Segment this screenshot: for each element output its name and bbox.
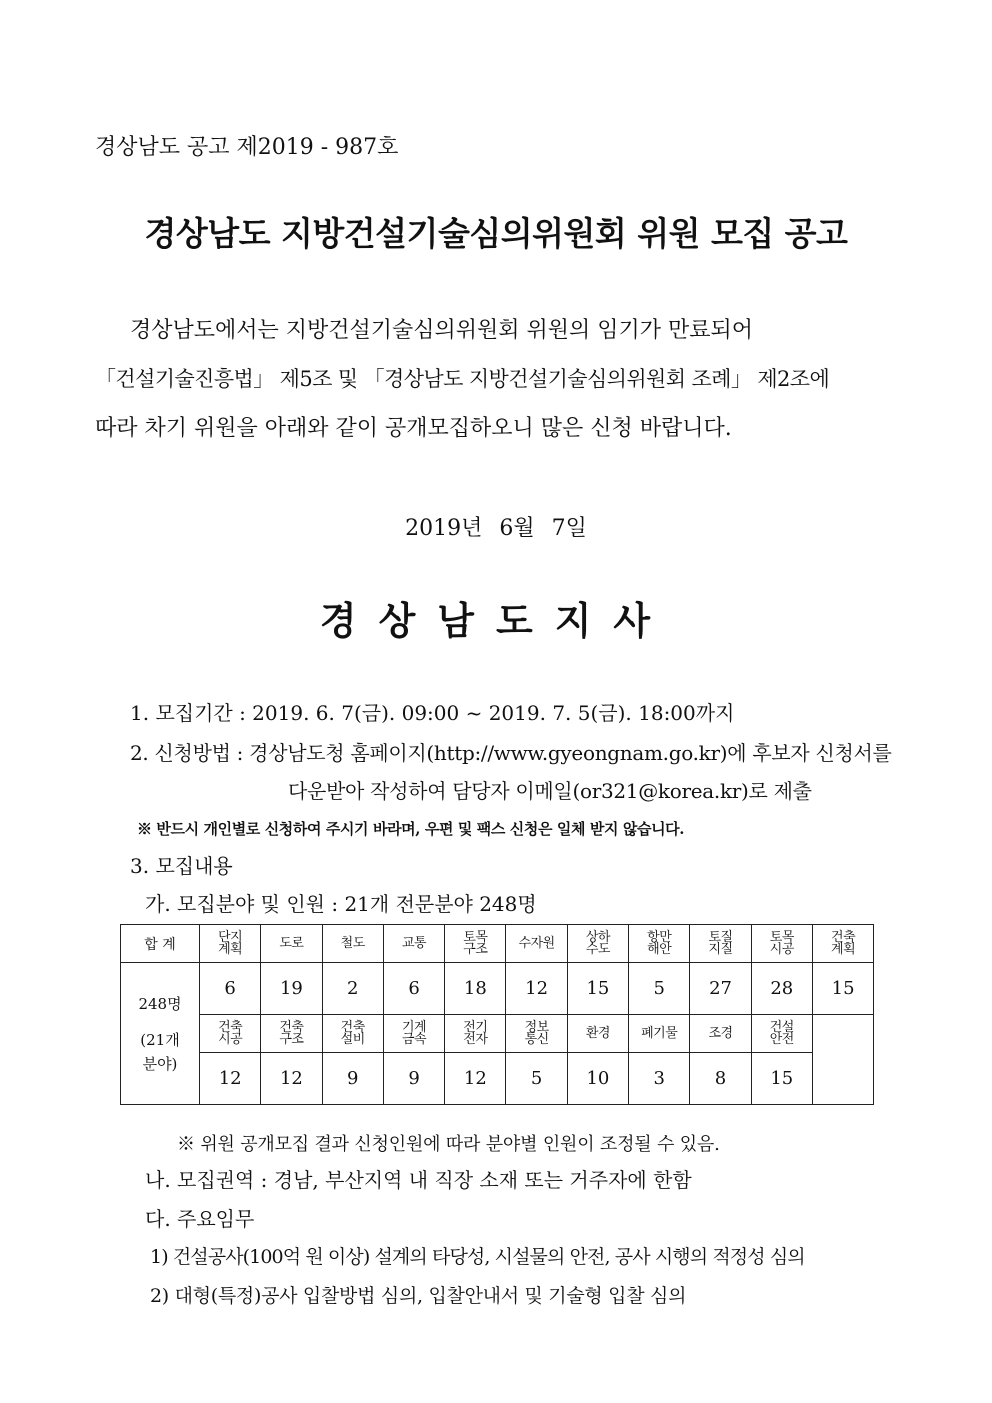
intro-line-2: 「건설기술진흥법」 제5조 및 「경상남도 지방건설기술심의위원회 조례」 제2조에 [95, 367, 830, 391]
content-heading: 3. 모집내용 [130, 854, 233, 878]
table-row [121, 1015, 874, 1053]
duty-item-1: 1) 건설공사(100억 원 이상) 설계의 타당성, 시설물의 안전, 공사 시행의 적정성 심의 [150, 1246, 805, 1268]
count-cell: 6 [383, 963, 444, 1015]
count-cell: 9 [322, 1053, 383, 1105]
field-cell: 교통 [383, 925, 444, 963]
count-cell: 3 [629, 1053, 690, 1105]
intro-line-3: 따라 차기 위원을 아래와 같이 공개모집하오니 많은 신청 바랍니다. [95, 416, 732, 441]
count-cell: 9 [383, 1053, 444, 1105]
notice-date: 2019년 6월 7일 [405, 516, 587, 541]
count-cell: 15 [567, 963, 628, 1015]
apply-method-line-2: 다운받아 작성하여 담당자 이메일(or321@korea.kr)로 제출 [288, 779, 812, 803]
count-cell: 2 [322, 963, 383, 1015]
field-cell: 건축 시공 [200, 1015, 261, 1053]
empty-cell [812, 1015, 873, 1105]
count-cell: 5 [629, 963, 690, 1015]
field-cell: 건축 구조 [261, 1015, 322, 1053]
count-cell: 19 [261, 963, 322, 1015]
duty-item-2: 2) 대형(특정)공사 입찰방법 심의, 입찰안내서 및 기술형 입찰 심의 [150, 1285, 687, 1307]
field-cell: 조경 [690, 1015, 751, 1053]
notice-number: 경상남도 공고 제2019 - 987호 [95, 135, 399, 160]
field-cell: 건축 계획 [812, 925, 873, 963]
field-cell: 상하 수도 [567, 925, 628, 963]
table-row [121, 963, 874, 1015]
field-cell: 건축 설비 [322, 1015, 383, 1053]
duties-heading: 다. 주요임무 [145, 1207, 255, 1231]
field-cell: 항만 해안 [629, 925, 690, 963]
field-cell: 철도 [322, 925, 383, 963]
count-cell: 12 [506, 963, 567, 1015]
count-cell: 12 [261, 1053, 322, 1105]
field-cell: 단지 계획 [200, 925, 261, 963]
count-cell: 12 [200, 1053, 261, 1105]
count-cell: 5 [506, 1053, 567, 1105]
count-cell: 8 [690, 1053, 751, 1105]
field-cell: 기계 금속 [383, 1015, 444, 1053]
field-cell: 토질 지질 [690, 925, 751, 963]
intro-line-1: 경상남도에서는 지방건설기술심의위원회 위원의 임기가 만료되어 [130, 318, 754, 343]
recruit-period: 1. 모집기간 : 2019. 6. 7(금). 09:00 ~ 2019. 7. 5(금). 18:00까지 [130, 701, 735, 725]
count-cell: 28 [751, 963, 812, 1015]
recruit-region: 나. 모집권역 : 경남, 부산지역 내 직장 소재 또는 거주자에 한함 [145, 1168, 692, 1192]
count-cell: 12 [445, 1053, 506, 1105]
field-cell: 토목 구조 [445, 925, 506, 963]
total-header: 합 계 [121, 925, 200, 963]
table-row [121, 1053, 874, 1105]
count-cell: 6 [200, 963, 261, 1015]
field-cell: 전기 전자 [445, 1015, 506, 1053]
field-cell: 환경 [567, 1015, 628, 1053]
field-cell: 수자원 [506, 925, 567, 963]
table-row [121, 925, 874, 963]
field-cell: 폐기물 [629, 1015, 690, 1053]
total-cell: 248명 (21개 분야) [121, 963, 200, 1105]
field-cell: 건설 안전 [751, 1015, 812, 1053]
recruit-table [120, 924, 874, 1105]
fields-heading: 가. 모집분야 및 인원 : 21개 전문분야 248명 [145, 892, 537, 916]
count-cell: 27 [690, 963, 751, 1015]
apply-method-line-1: 2. 신청방법 : 경상남도청 홈페이지(http://www.gyeongnam.go.kr)에 후보자 신청서를 [130, 741, 892, 765]
issuer-name: 경상남도지사 [319, 598, 673, 643]
count-cell: 10 [567, 1053, 628, 1105]
field-cell: 정보 통신 [506, 1015, 567, 1053]
document-title: 경상남도 지방건설기술심의위원회 위원 모집 공고 [144, 214, 848, 253]
apply-method-note: ※ 반드시 개인별로 신청하여 주시기 바라며, 우편 및 팩스 신청은 일체 받지 않습니다. [137, 820, 685, 838]
count-cell: 15 [751, 1053, 812, 1105]
count-cell: 18 [445, 963, 506, 1015]
field-cell: 도로 [261, 925, 322, 963]
adjustment-note: ※ 위원 공개모집 결과 신청인원에 따라 분야별 인원이 조정될 수 있음. [177, 1134, 720, 1155]
count-cell: 15 [812, 963, 873, 1015]
field-cell: 토목 시공 [751, 925, 812, 963]
